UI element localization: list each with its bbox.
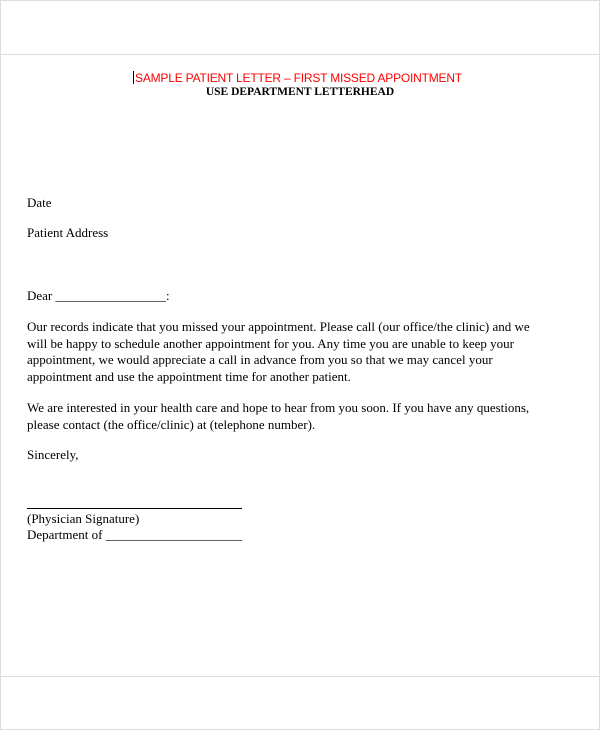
letter-subtitle[interactable]: USE DEPARTMENT LETTERHEAD — [205, 86, 395, 98]
paragraph-1[interactable] — [27, 319, 572, 385]
date-label[interactable]: Date — [27, 195, 52, 210]
paragraph-1-line: will be happy to schedule another appointment for you. Any time you are unable to keep your — [27, 335, 515, 351]
paragraph-2-line: please contact (the office/clinic) at (telephone number). — [27, 416, 316, 432]
department-line[interactable]: Department of _____________________ — [27, 527, 243, 542]
paragraph-2[interactable] — [27, 400, 572, 433]
patient-address-label[interactable]: Patient Address — [27, 225, 109, 240]
letter-title-wrapper — [133, 71, 462, 85]
text-cursor — [133, 71, 134, 84]
signature-line — [27, 508, 242, 509]
paragraph-2-line: We are interested in your health care and hope to hear from you soon. If you have any questions, — [27, 400, 530, 415]
signature-label[interactable]: (Physician Signature) — [27, 511, 140, 526]
letter-title-row — [0, 71, 600, 85]
salutation[interactable]: Dear _________________: — [27, 288, 170, 303]
letter-title[interactable]: SAMPLE PATIENT LETTER – FIRST MISSED APPOINTMENT — [135, 71, 462, 85]
paragraph-1-line: appointment, we would appreciate a call in advance from you so that we may cancel your — [27, 352, 493, 367]
footer-boundary — [0, 676, 600, 677]
paragraph-1-line: appointment and use the appointment time for another patient. — [27, 368, 351, 384]
header-boundary — [0, 54, 600, 55]
paragraph-1-line: Our records indicate that you missed your appointment. Please call (our office/the clinic) and we — [27, 319, 530, 334]
closing[interactable]: Sincerely, — [27, 447, 79, 462]
